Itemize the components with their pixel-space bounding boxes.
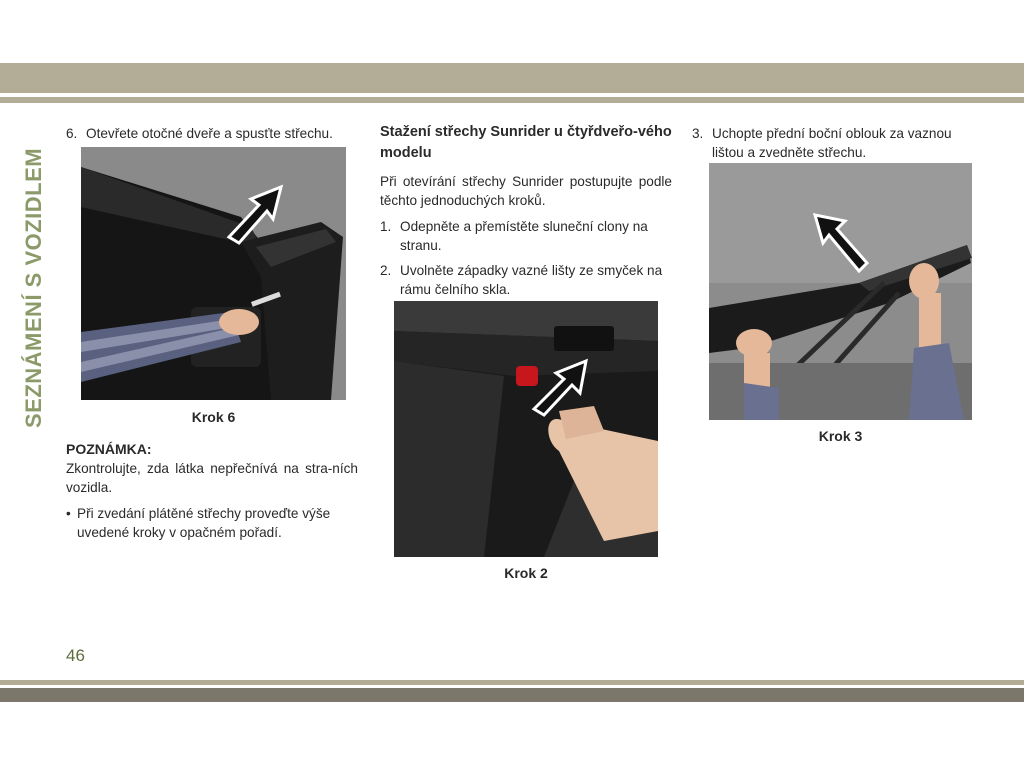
photo-step-2 xyxy=(394,301,658,557)
note-bullet xyxy=(66,504,358,542)
step-6 xyxy=(66,124,358,143)
footer-rule xyxy=(0,680,1024,685)
caption-step-2: Krok 2 xyxy=(504,565,548,581)
step-3 xyxy=(692,124,986,162)
step-number: 6. xyxy=(66,126,78,141)
header-band xyxy=(0,63,1024,93)
step-1 xyxy=(380,217,672,255)
column-right xyxy=(692,124,986,162)
step-text: Odepněte a přemístěte sluneční clony na stranu. xyxy=(400,219,648,253)
photo-step-3 xyxy=(709,163,972,420)
section-heading: Stažení střechy Sunrider u čtyřdveřo-vého modelu xyxy=(380,124,672,161)
header-rule xyxy=(0,97,1024,103)
step-text: Otevřete otočné dveře a spusťte střechu. xyxy=(86,126,333,141)
step-number: 1. xyxy=(380,219,392,234)
bullet-mark: • xyxy=(66,506,71,521)
page-number: 46 xyxy=(66,646,85,665)
note-text: Zkontrolujte, zda látka nepřečnívá na stra-ních vozidla. xyxy=(66,461,358,495)
section-side-title: SEZNÁMENÍ S VOZIDLEM xyxy=(21,147,46,428)
intro-text: Při otevírání střechy Sunrider postupujte podle těchto jednoduchých kroků. xyxy=(380,174,672,208)
caption-step-6: Krok 6 xyxy=(191,409,236,425)
step-2 xyxy=(380,261,672,299)
note-block xyxy=(66,440,358,542)
photo-step-6 xyxy=(81,147,346,400)
caption-step-3: Krok 3 xyxy=(818,428,863,444)
step-text: Uvolněte západky vazné lišty ze smyček na rámu čelního skla. xyxy=(400,263,663,297)
step-number: 3. xyxy=(692,126,704,141)
bullet-text: Při zvedání plátěné střechy proveďte výše uvedené kroky v opačném pořadí. xyxy=(77,506,331,540)
column-left xyxy=(66,124,358,143)
step-number: 2. xyxy=(380,263,392,278)
note-title: POZNÁMKA: xyxy=(66,441,152,457)
column-middle xyxy=(380,122,672,299)
step-text: Uchopte přední boční oblouk za vaznou lištou a zvedněte střechu. xyxy=(712,126,952,160)
footer-band xyxy=(0,688,1024,702)
